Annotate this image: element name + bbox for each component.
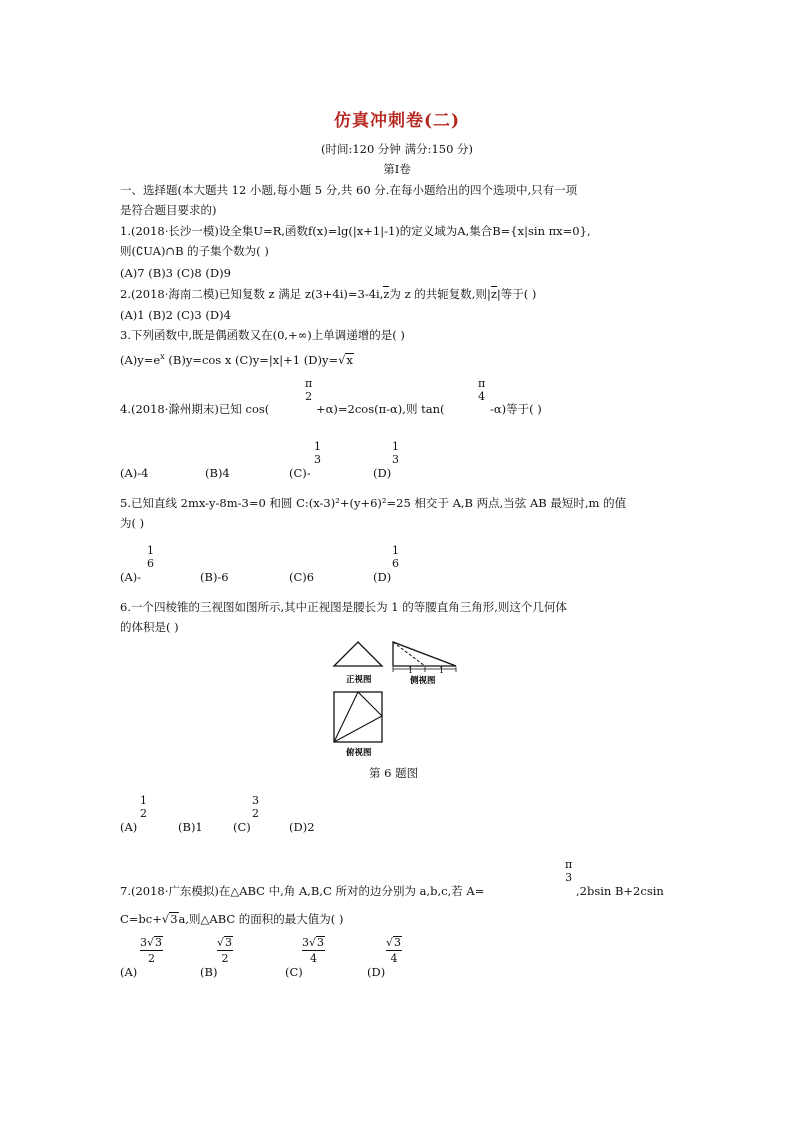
q6-opt-c-num: 3 xyxy=(252,794,259,807)
q5-opt-a-frac xyxy=(147,544,154,570)
q6-opt-c-den: 2 xyxy=(252,807,259,820)
q4-frac2 xyxy=(478,377,485,403)
q7-frac-den: 3 xyxy=(565,871,573,884)
q7-opt-c-rad: 3 xyxy=(317,936,325,949)
q5-line1: 5.已知直线 2mx-y-8m-3=0 和圆 C:(x-3)²+(y+6)²=25 相交于 A,B 两点,当弦 AB 最短时,m 的值 xyxy=(120,496,627,510)
q3-opt-d-radicand: x xyxy=(346,352,353,367)
q2-zbar-abs: z xyxy=(490,287,497,301)
dim-label-2: 1 xyxy=(439,666,445,675)
q7-line2: C=bc+√3a,则△ABC 的面积的最大值为( ) xyxy=(120,912,344,926)
q7-line2-radicand: 3 xyxy=(170,912,178,926)
q7-line2-pre: C=bc+ xyxy=(120,912,162,926)
q4-frac1-den: 2 xyxy=(305,390,313,403)
top-view-label: 俯视图 xyxy=(346,748,372,758)
q3-opt-rest: (B)y=cos x (C)y=|x|+1 (D)y= xyxy=(164,352,339,367)
q7-opt-a-bar xyxy=(140,950,163,951)
q2-text-b: 为 z 的共轭复数,则| xyxy=(389,287,491,301)
q6-line1: 6.一个四棱锥的三视图如图所示,其中正视图是腰长为 1 的等腰直角三角形,则这个几何体 xyxy=(120,600,567,614)
side-view-hidden-edge xyxy=(393,642,425,666)
q3-line1: 3.下列函数中,既是偶函数又在(0,+∞)上单调递增的是( ) xyxy=(120,328,405,342)
q3-opt-a-exp: x xyxy=(160,352,165,361)
q1-line1: 1.(2018·长沙一模)设全集U=R,函数f(x)=lg(|x+1|-1)的定义域为A,集合B={x|sin πx=0}, xyxy=(120,224,591,238)
q7-opt-a-rad: 3 xyxy=(155,936,163,949)
q7-opt-a-frac xyxy=(140,936,163,965)
q7-line2-post: a,则△ABC 的面积的最大值为( ) xyxy=(178,912,344,926)
q7-opt-c-bar xyxy=(302,950,325,951)
q7-frac xyxy=(565,858,572,884)
q7-opt-b-frac xyxy=(217,936,233,965)
q4-opt-c-den: 3 xyxy=(314,453,321,466)
q7-opt-b-num: √3 xyxy=(217,936,233,949)
q6-line2: 的体积是( ) xyxy=(120,620,179,634)
paper-title: 仿真冲刺卷(二) xyxy=(333,111,461,131)
q6-opt-d: (D)2 xyxy=(289,820,315,834)
q4-opt-c-num: 1 xyxy=(314,440,321,453)
q5-opt-a-num: 1 xyxy=(147,544,154,557)
q2-text-c: |等于( ) xyxy=(496,287,537,301)
q7-opt-d: (D) xyxy=(367,965,386,979)
q7-line1-post: ,2bsin B+2csin xyxy=(576,884,664,898)
q4-mid: +α)=2cos(π-α),则 tan( xyxy=(316,402,445,416)
q1-options: (A)7 (B)3 (C)8 (D)9 xyxy=(120,266,231,280)
q5-opt-d: (D) xyxy=(373,570,392,584)
q7-opt-a-coef: 3 xyxy=(140,936,147,949)
figure-caption: 第 6 题图 xyxy=(369,766,419,780)
top-view-lines xyxy=(334,692,382,742)
q7-opt-d-frac xyxy=(386,936,402,965)
q7-opt-b-rad: 3 xyxy=(225,936,233,949)
q6-opt-c: (C) xyxy=(233,820,251,834)
q6-opt-c-frac xyxy=(252,794,259,820)
three-view-figure xyxy=(330,636,470,762)
dim-label-1: 1 xyxy=(408,666,414,675)
q5-opt-c: (C)6 xyxy=(289,570,315,584)
q5-opt-d-num: 1 xyxy=(392,544,399,557)
q5-line2: 为( ) xyxy=(120,516,145,530)
q7-opt-c-den: 4 xyxy=(310,952,317,965)
time-info: (时间:120 分钟 满分:150 分) xyxy=(320,142,474,156)
q4-opt-c: (C)- xyxy=(289,466,311,480)
front-view-label: 正视图 xyxy=(346,675,372,685)
q5-opt-a-den: 6 xyxy=(147,557,154,570)
q4-frac2-num: π xyxy=(478,377,486,390)
q7-opt-b: (B) xyxy=(200,965,218,979)
q7-line1-pre: 7.(2018·广东模拟)在△ABC 中,角 A,B,C 所对的边分别为 a,b,c,若 A= xyxy=(120,884,485,898)
q7-opt-d-bar xyxy=(386,950,402,951)
q7-opt-c-coef: 3 xyxy=(302,936,309,949)
q5-opt-d-den: 6 xyxy=(392,557,399,570)
volume-label: 第Ⅰ卷 xyxy=(383,162,411,176)
q7-opt-b-den: 2 xyxy=(221,952,229,965)
q7-frac-num: π xyxy=(565,858,573,871)
q7-opt-d-rad: 3 xyxy=(394,936,402,949)
q7-opt-b-bar xyxy=(217,950,233,951)
q7-opt-a: (A) xyxy=(120,965,138,979)
q7-opt-c: (C) xyxy=(285,965,303,979)
q7-opt-c-frac xyxy=(302,936,325,965)
q4-opt-c-frac xyxy=(314,440,321,466)
q2-text-a: 2.(2018·海南二模)已知复数 z 满足 z(3+4i)=3-4i, xyxy=(120,287,384,301)
q4-pre: 4.(2018·滁州期末)已知 cos( xyxy=(120,402,270,416)
q4-opt-d-den: 3 xyxy=(392,453,399,466)
q1-line2: 则(∁UA)∩B 的子集个数为( ) xyxy=(120,244,269,258)
top-view-square xyxy=(334,692,382,742)
q2-line1 xyxy=(120,287,536,301)
q7-opt-a-num: 3√3 xyxy=(140,936,163,949)
q5-opt-a: (A)- xyxy=(120,570,142,584)
q2-options: (A)1 (B)2 (C)3 (D)4 xyxy=(120,308,231,322)
q4-opt-d-frac xyxy=(392,440,399,466)
q6-opt-b: (B)1 xyxy=(178,820,203,834)
side-view-triangle xyxy=(393,642,456,666)
q4-frac2-den: 4 xyxy=(478,390,486,403)
q5-opt-b: (B)-6 xyxy=(200,570,229,584)
q5-opt-d-frac xyxy=(392,544,399,570)
q7-opt-d-den: 4 xyxy=(390,952,398,965)
section-heading-line1: 一、选择题(本大题共 12 小题,每小题 5 分,共 60 分.在每小题给出的四个选项中,只有一项 xyxy=(120,183,578,197)
q3-opt-a: (A)y=e xyxy=(120,352,161,367)
q3-options: $(A)y=e^x$ (B)y=cos x (C)y=|x|+1 (D)y=√x xyxy=(120,352,353,367)
q4-opt-a: (A)-4 xyxy=(120,466,149,480)
section-heading-line2: 是符合题目要求的) xyxy=(120,203,217,217)
q4-opt-b: (B)4 xyxy=(205,466,230,480)
q4-post: -α)等于( ) xyxy=(490,402,542,416)
q7-opt-d-num: √3 xyxy=(386,936,402,949)
q6-opt-a: (A) xyxy=(120,820,138,834)
q6-opt-a-num: 1 xyxy=(140,794,147,807)
q6-opt-a-frac xyxy=(140,794,147,820)
q4-opt-d: (D) xyxy=(373,466,392,480)
q2-zbar: z xyxy=(383,287,390,301)
q7-opt-c-num: 3√3 xyxy=(302,936,325,949)
q6-opt-a-den: 2 xyxy=(140,807,147,820)
front-view-triangle xyxy=(334,642,382,666)
q4-frac1-num: π xyxy=(305,377,313,390)
q4-frac1 xyxy=(305,377,312,403)
q7-opt-a-den: 2 xyxy=(148,952,155,965)
side-view-label: 侧视图 xyxy=(410,676,436,686)
q4-opt-d-num: 1 xyxy=(392,440,399,453)
